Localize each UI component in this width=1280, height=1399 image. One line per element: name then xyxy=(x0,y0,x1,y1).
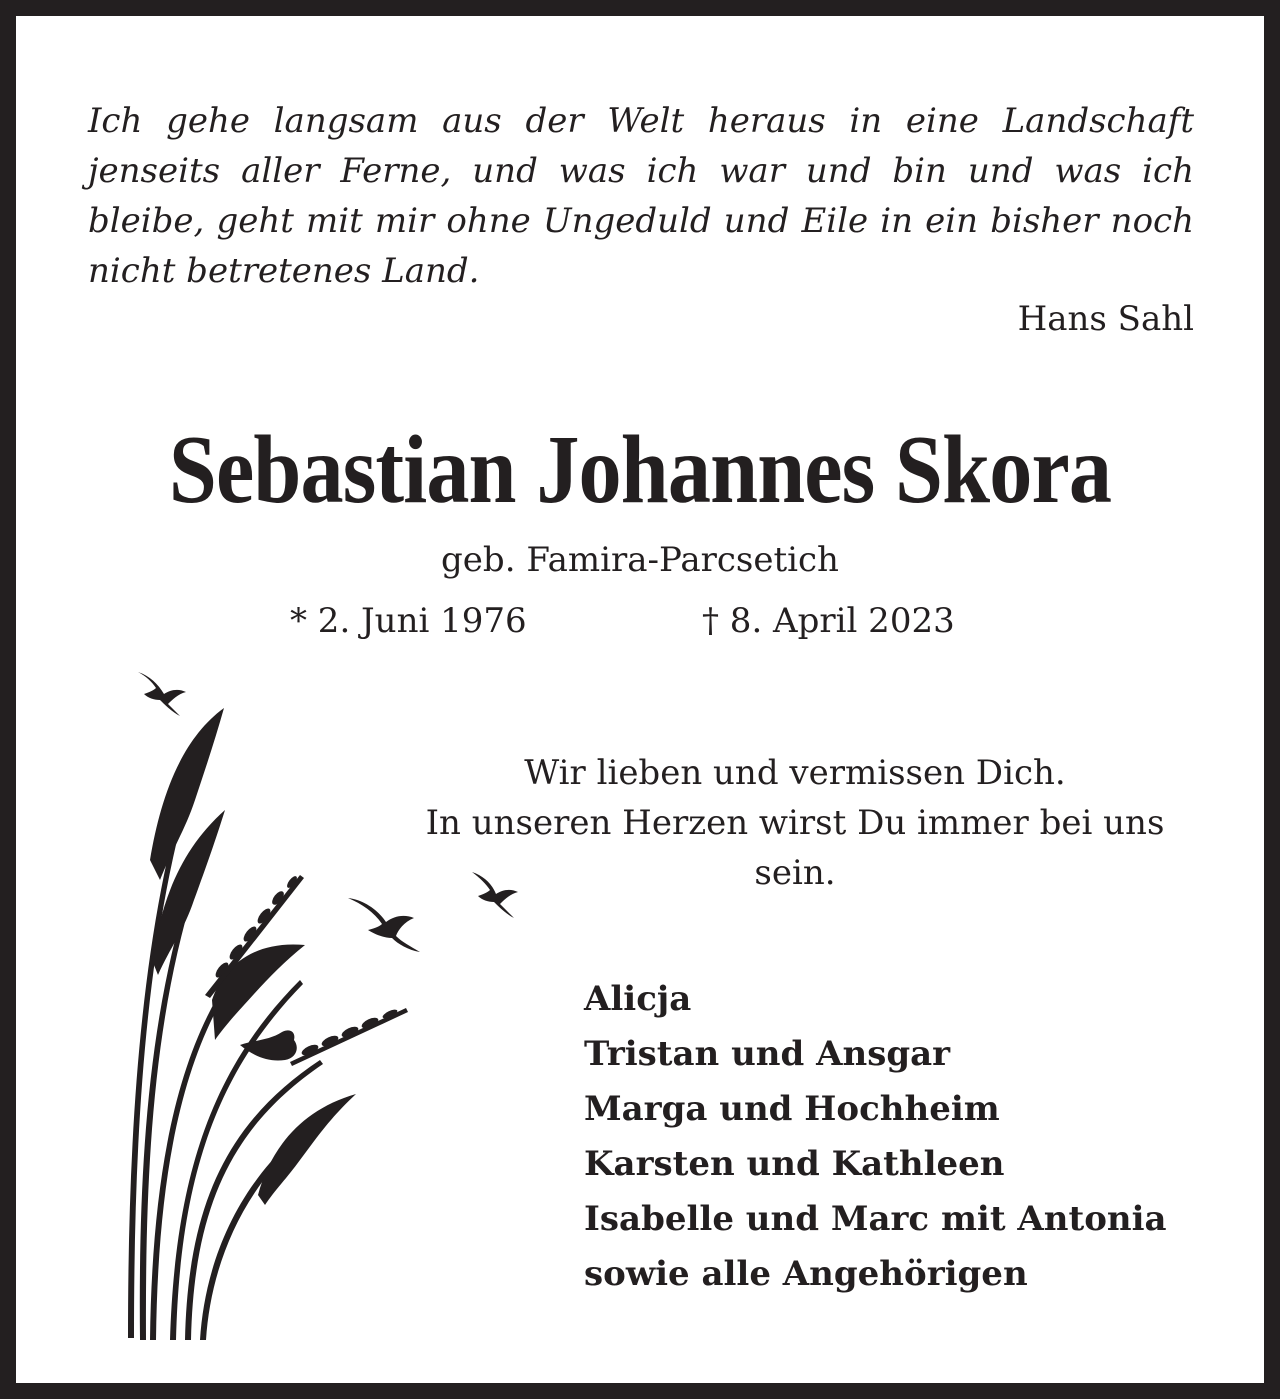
birth-date: * 2. Juni 1976 xyxy=(290,601,527,641)
mourner: Alicja xyxy=(584,979,692,1019)
bird-icon xyxy=(138,672,186,716)
mourner: Karsten und Kathleen xyxy=(584,1144,1005,1184)
mourner: sowie alle Angehörigen xyxy=(584,1254,1028,1294)
mourner: Isabelle und Marc mit Antonia xyxy=(584,1199,1167,1239)
quote-text: Ich gehe langsam aus der Welt heraus in eine Landschaft jenseits aller Ferne, und was ich war und bin und was ich bleibe, geht mit mir ohne Ungeduld und Eile in ein bisher noch nicht betretenes Land. xyxy=(88,101,1194,291)
wheat-ear-lower xyxy=(290,1008,408,1066)
message-line-1: Wir lieben und vermissen Dich. xyxy=(524,753,1066,793)
birth-name: geb. Famira-Parcsetich xyxy=(441,540,839,580)
deceased-name: Sebastian Johannes Skora xyxy=(168,416,1112,524)
mourners-list xyxy=(584,972,1167,1302)
message-line-2: In unseren Herzen wirst Du immer bei uns sein. xyxy=(425,803,1165,893)
quote-author: Hans Sahl xyxy=(1017,299,1194,339)
bird-icon xyxy=(348,898,420,952)
death-date: † 8. April 2023 xyxy=(702,601,955,641)
mourner: Marga und Hochheim xyxy=(584,1089,1000,1129)
memorial-message xyxy=(405,748,1185,898)
mourner: Tristan und Ansgar xyxy=(584,1034,951,1074)
